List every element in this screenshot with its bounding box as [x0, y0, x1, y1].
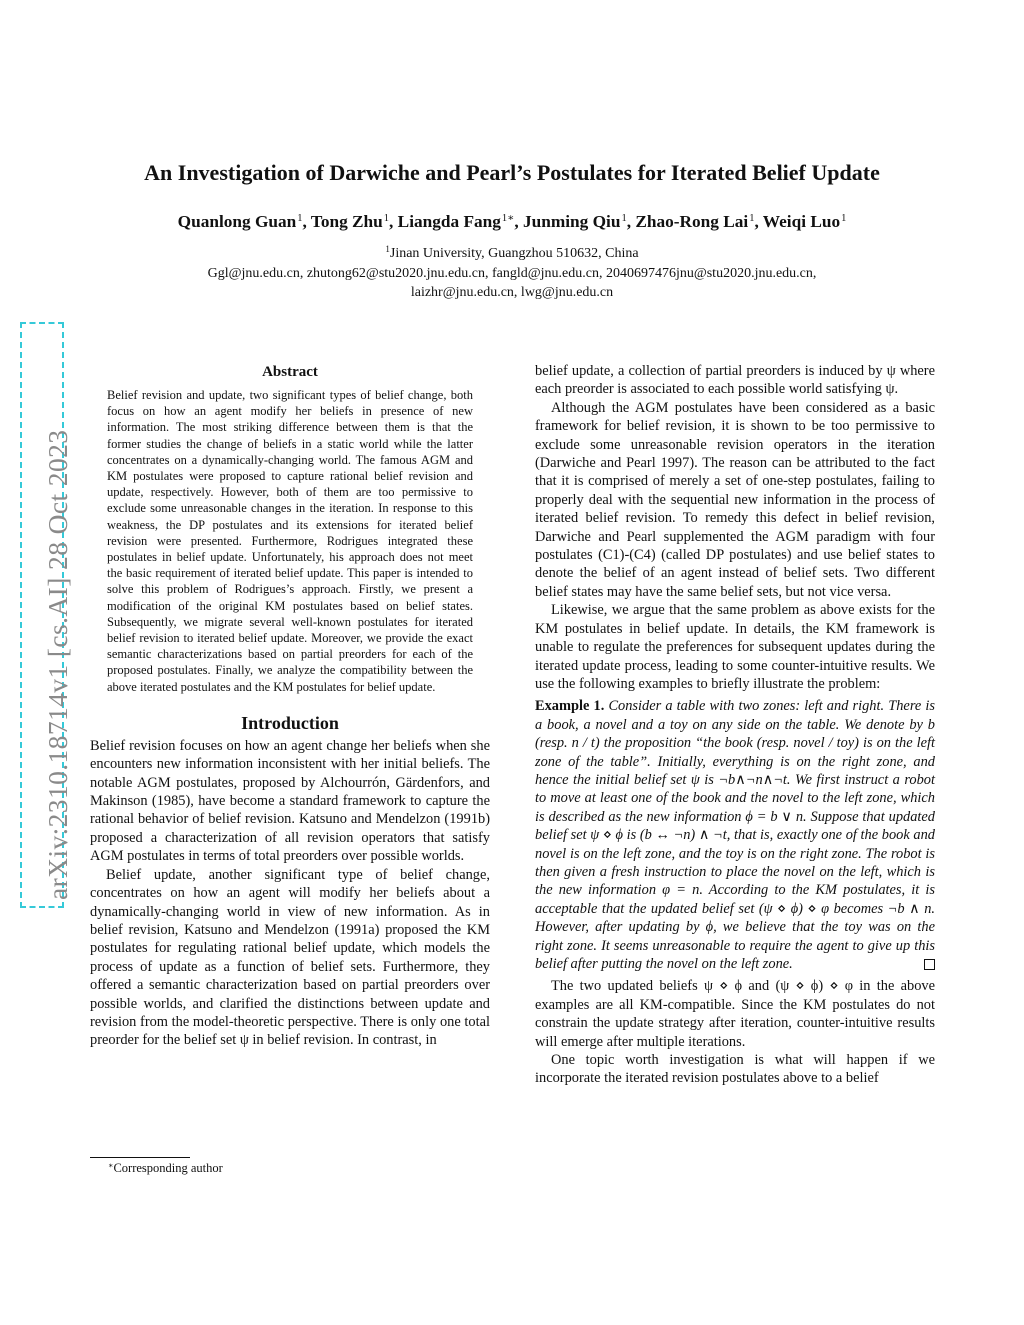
footnote-mark: ∗: [108, 1161, 114, 1170]
footnote: [108, 1161, 223, 1176]
author-emails: [0, 264, 1024, 302]
affiliation-mark: 1: [385, 244, 390, 254]
author-name: Tong Zhu: [310, 212, 383, 231]
footnote-text: Corresponding author: [113, 1161, 223, 1175]
paragraph: belief update, a collection of partial preorders is induced by ψ where each preorder is associated to each possible world satisfying ψ.: [535, 363, 935, 398]
author-affiliation-mark: 1: [841, 213, 847, 224]
paragraph: Likewise, we argue that the same problem as above exists for the KM postulates in belief update. In details, the KM framework is unable to regulate the preferences for subsequent updates during the iterated update process, leading to some counter-intuitive results. We use the following examples to briefly illustrate the problem:: [535, 602, 935, 692]
paragraph: One topic worth investigation is what will happen if we incorporate the iterated revision postulates above to a belief: [535, 1052, 935, 1087]
author-name: Junming Qiu: [522, 212, 621, 231]
abstract-heading: Abstract: [262, 364, 318, 380]
right-column: [535, 362, 935, 1088]
author-affiliation-mark: 1∗: [501, 213, 515, 224]
paragraph: The two updated beliefs ψ ⋄ ϕ and (ψ ⋄ ϕ) ⋄ φ in the above examples are all KM-compatible. Since the KM postulates do not constrain the update strategy after iteration, counter-intuitive results will emerge after multiple iterations.: [535, 978, 935, 1050]
footnote-divider: [90, 1157, 190, 1158]
example-1: [535, 697, 935, 973]
author-name: Liangda Fang: [397, 212, 501, 231]
arxiv-identifier: arXiv:2310.18714v1 [cs.AI] 28 Oct 2023: [42, 429, 73, 900]
paragraph: Belief revision focuses on how an agent change her beliefs when she encounters new information inconsistent with her initial beliefs. The notable AGM postulates, proposed by Alchourrón, Gärdenfors, and Makinson (1985), have become a standard framework to capture the rational behavior of belief revision. Katsuno and Mendelzon (1991b) proposed a characterization of all revision operators that satisfy AGM postulates in terms of total preorders over possible worlds.: [90, 737, 490, 865]
affiliation: [0, 244, 1024, 262]
section-heading-introduction: Introduction: [241, 712, 339, 733]
author-name: Quanlong Guan: [177, 212, 297, 231]
paper-title: An Investigation of Darwiche and Pearl’s Postulates for Iterated Belief Update: [144, 160, 880, 185]
example-body: Consider a table with two zones: left and right. There is a book, a novel and a toy on any side on the table. We denote by b (resp. n / t) the proposition “the book (resp. novel / toy) is on the left zone of the table”. Initially, everything is on the right zone, and hence the initial belief set ψ is ¬b∧¬n∧¬t. We first instruct a robot to move at least one of the book and the novel to the left zone, which is described as the new information ϕ = b ∨ n. Suppose that updated belief set ψ ⋄ ϕ is (b ↔ ¬n) ∧ ¬t, that is, exactly one of the book and novel is on the left zone, and the toy is on the right zone. The robot is then given a fresh instruction to place the novel on the left, which is the new information φ = n. According to the KM postulates, it is acceptable that the updated belief set (ψ ⋄ ϕ) ⋄ φ becomes ¬b ∧ n. However, after updating by ϕ, we believe that the toy was on the right zone. It seems unreasonable to require the agent to give up this belief after putting the novel on the left zone.: [535, 698, 935, 972]
paragraph: Although the AGM postulates have been considered as a basic framework for belief revision, it is shown to be too permissive to exclude some unreasonable revision operators in the iteration (Darwiche and Pearl 1997). The reason can be attributed to the fact that it is comprised of merely a set of one-step postulates, failing to properly deal with the sequential new information in the process of iterated belief revision. To remedy this defect in belief revision, Darwiche and Pearl supplemented the AGM paradigm with four postulates (C1)-(C4) (called DP postulates) and use belief states to denote the belief of an agent instead of belief sets. Two different belief states may have the same belief sets, but not vice versa.: [535, 399, 935, 600]
author-list: Quanlong Guan$^1$, Tong Zhu$^1$, Liangda Fang$^{1∗}$, Junming Qiu$^1$, Zhao-Rong Lai$^1$, Weiqi Luo$^1$: [177, 212, 847, 231]
author-name: Zhao-Rong Lai: [635, 212, 749, 231]
author-affiliation-mark: 1: [297, 213, 303, 224]
abstract-body: Belief revision and update, two significant types of belief change, both focus on how an agent modify her beliefs in presence of new information. The most striking difference between them is that the former studies the change of beliefs in a static world while the latter concentrates on a dynamically-changing world. The famous AGM and KM postulates were proposed to capture rational belief revision and update, respectively. However, both of them are too permissive to exclude some unreasonable changes in the iteration. In response to this weakness, the DP postulates and its extensions for iterated belief revision were presented. Furthermore, Rodrigues integrated these postulates in belief update. Unfortunately, his approach does not meet the basic requirement of iterated belief update. This paper is intended to solve this problem of Rodrigues’s approach. Firstly, we present a modification of the original KM postulates based on belief states. Subsequently, we migrate several well-known postulates for iterated belief revision to iterated belief update. Moreover, we provide the exact semantic characterizations based on partial preorders for each of the proposed postulates. Finally, we analyze the compatibility between the above iterated postulates and the KM postulates for belief update.: [107, 388, 473, 694]
email-line: Ggl@jnu.edu.cn, zhutong62@stu2020.jnu.edu.cn, fangld@jnu.edu.cn, 2040697476jnu@stu2020.jnu.edu.cn,: [207, 266, 817, 281]
email-line: laizhr@jnu.edu.cn, lwg@jnu.edu.cn: [410, 285, 614, 300]
author-affiliation-mark: 1: [621, 213, 627, 224]
affiliation-text: Jinan University, Guangzhou 510632, China: [389, 246, 639, 261]
author-name: Weiqi Luo: [762, 212, 841, 231]
paragraph: Belief update, another significant type of belief change, concentrates on how an agent will modify her beliefs about a dynamically-changing world in view of new information. As in belief revision, Katsuno and Mendelzon (1991a) proposed the KM postulates for regulating rational belief update, which models the process of update as a function of belief sets. Furthermore, they offered a semantic characterization based on partial preorders over possible worlds, and clarified the distinctions between update and revision from the model-theoretic perspective. There is only one total preorder for the belief set ψ in belief revision. In contrast, in: [90, 866, 490, 1049]
left-column: [90, 362, 490, 1050]
qed-box-icon: [924, 959, 935, 970]
example-label: Example 1.: [535, 698, 605, 715]
author-affiliation-mark: 1: [383, 213, 390, 224]
author-affiliation-mark: 1: [749, 213, 755, 224]
